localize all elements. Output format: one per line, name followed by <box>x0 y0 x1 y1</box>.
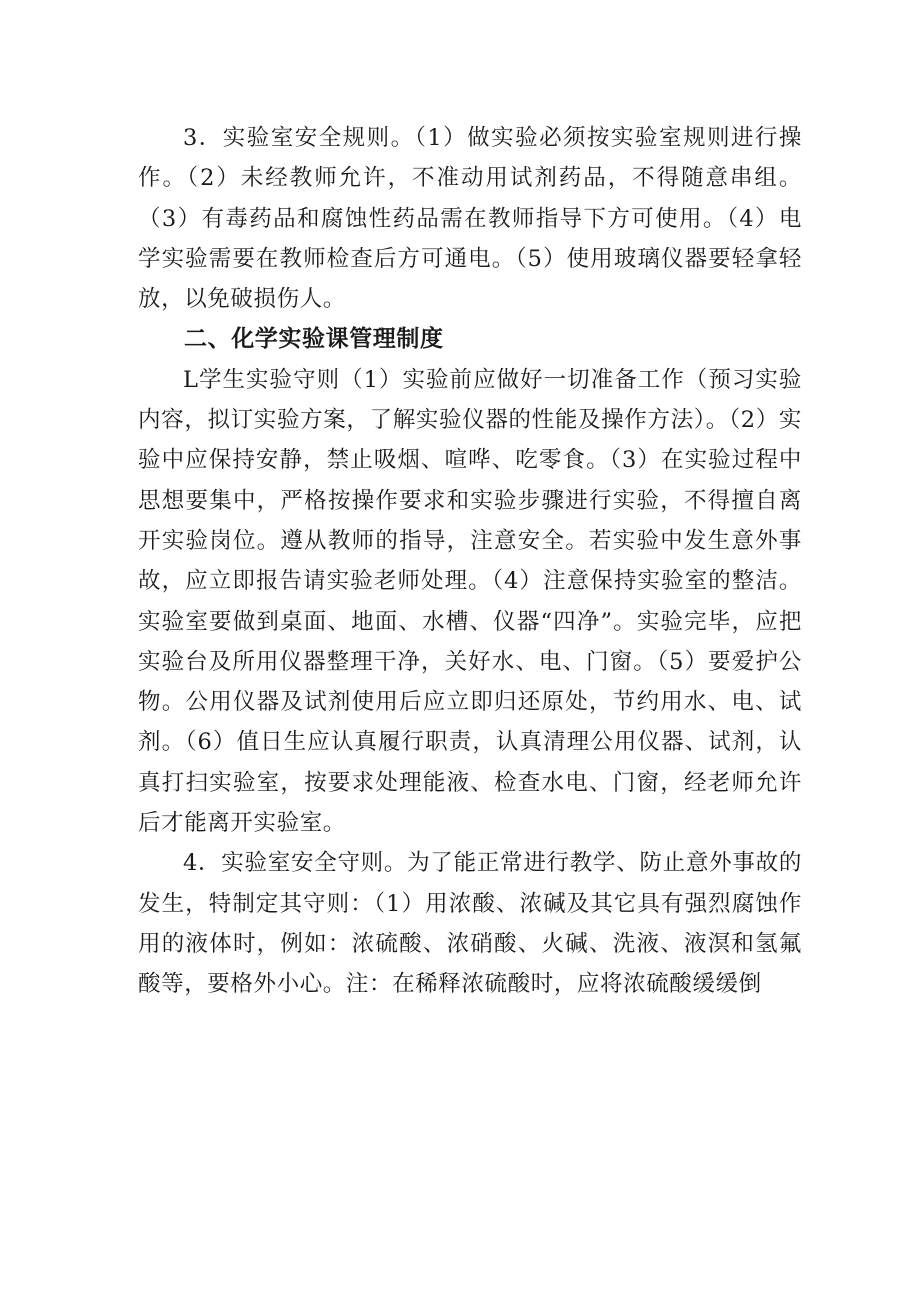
paragraph-student-rules: L学生实验守则（1）实验前应做好一切准备工作（预习实验内容，拟订实验方案，了解实验仪器的性能及操作方法）。（2）实验中应保持安静，禁止吸烟、喧哗、吃零食。（3）在实验过程中思想要集中，严格按操作要求和实验步骤进行实验，不得擅自离开实验岗位。遵从教师的指导，注意安全。若实验中发生意外事故，应立即报告请实验老师处理。（4）注意保持实验室的整洁。实验室要做到桌面、地面、水槽、仪器“四净”。实验完毕，应把实验台及所用仪器整理干净，关好水、电、门窗。（5）要爱护公物。公用仪器及试剂使用后应立即归还原处，节约用水、电、试剂。（6）值日生应认真履行职责，认真清理公用仪器、试剂，认真打扫实验室，按要求处理能液、检查水电、门窗，经老师允许后才能离开实验室。 <box>138 366 802 837</box>
section-heading: 二、化学实验课管理制度 <box>184 326 444 353</box>
paragraph-safety-code: 4．实验室安全守则。为了能正常进行教学、防止意外事故的发生，特制定其守则：（1）用浓酸、浓碱及其它具有强烈腐蚀作用的液体时，例如：浓硫酸、浓硝酸、火碱、洗液、液溟和氢氟酸等，要格外小心。注：在稀释浓硫酸时，应将浓硫酸缓缓倒 <box>138 850 802 998</box>
document-body <box>138 118 802 1005</box>
paragraph-lab-safety-rules: 3．实验室安全规则。（1）做实验必须按实验室规则进行操作。（2）未经教师允许，不准动用试剂药品，不得随意串组。（3）有毒药品和腐蚀性药品需在教师指导下方可使用。（4）电学实验需要在教师检查后方可通电。（5）使用玻璃仪器要轻拿轻放，以免破损伤人。 <box>138 125 802 313</box>
